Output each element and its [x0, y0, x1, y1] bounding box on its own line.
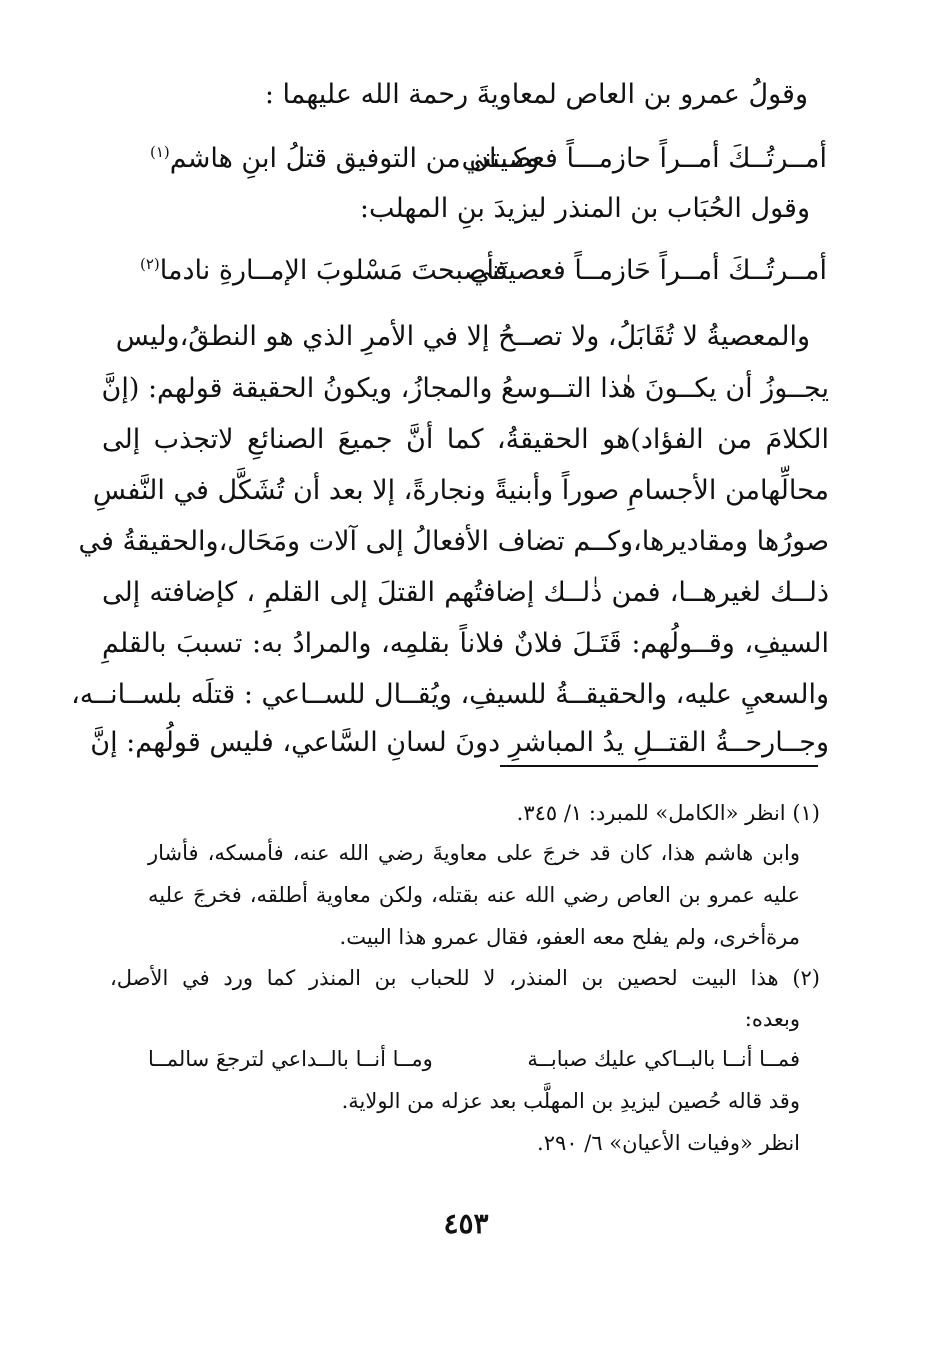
verse-1-first-hemistich: أمــرتُــكَ أمــراً حازمـــاً فعصيتني — [461, 143, 827, 174]
verse-2-first-hemistich: أمــرتُــكَ أمــراً حَازمــاً فعصيتَني — [469, 255, 827, 286]
footnote-ref-1: (١) — [150, 143, 170, 161]
intro-line-1: وقولُ عمرو بن العاص لمعاويةَ رحمة الله عليهما : — [264, 79, 808, 110]
footnote-1-line-3: مرةأخرى، ولم يفلح معه العفو، فقال عمرو هذا البيت. — [339, 925, 800, 949]
verse-1 — [150, 138, 827, 180]
verse-2-second-text: فأصبحتَ مَسْلوبَ الإمــارةِ نادما — [159, 255, 508, 286]
paragraph-line-2: يجــوزُ أن يكــونَ هٰذا التــوسعُ والمجازُ، ويكونُ الحقيقة قولهم: (إنَّ — [101, 373, 829, 404]
verse-2 — [140, 250, 827, 292]
verse-1-second-hemistich — [150, 138, 539, 180]
footnote-2-line-1: (٢) هذا البيت لحصين بن المنذر، لا للحباب بن المنذر كما ورد في الأصل، — [110, 966, 820, 990]
footnote-2-line-3: وقد قاله حُصين ليزيدِ بن المهلَّب بعد عزله من الولاية. — [341, 1089, 800, 1113]
verse-1-second-text: وكــان من التوفيق قتلُ ابنِ هاشم — [169, 143, 540, 174]
paragraph-line-5: صورُها ومقاديرها،وكــم تضاف الأفعالُ إلى آلات ومَحَال،والحقيقةُ في — [78, 526, 829, 557]
footnote-2-line-2: وبعده: — [744, 1007, 800, 1031]
footnote-separator — [500, 765, 818, 767]
footnote-verse-second-hemistich: ومــا أنــا بالــداعي لترجعَ سالمــا — [148, 1047, 433, 1071]
footnote-1-line-1: وابن هاشم هذا، كان قد خرجَ على معاويةَ رضي الله عنه، فأمسكه، فأشار — [148, 841, 800, 865]
paragraph-line-9: وجــارحــةُ القتــلِ يدُ المباشرِ دونَ لسانِ السَّاعي، فليس قولُهم: إنَّ — [90, 727, 829, 758]
footnote-ref-2: (٢) — [140, 255, 160, 273]
paragraph-line-6: ذلــك لغيرهــا، فمن ذٰلــك إضافتُهم القتلَ إلى القلمِ ، كإضافته إلى — [102, 577, 829, 608]
footnote-2-line-4: انظر «وفيات الأعيان» ٦/ ٢٩٠. — [537, 1131, 800, 1155]
paragraph-line-3: الكلامَ من الفؤاد)هو الحقيقةُ، كما أنَّ جميعَ الصنائعِ لاتجذب إلى — [102, 424, 829, 455]
footnote-1-title: (١) انظر «الكامل» للمبرد: ١/ ٣٤٥. — [516, 801, 820, 825]
paragraph-line-1: والمعصيةُ لا تُقَابَلُ، ولا تصــحُ إلا في الأمرِ الذي هو النطقُ،وليس — [115, 321, 810, 352]
paragraph-line-8: والسعيِ عليه، والحقيقــةُ للسيفِ، ويُقــال للســاعي : قتلَه بلســانــه، — [71, 679, 829, 710]
paragraph-line-4: محالِّهامن الأجسامِ صوراً وأبنيةً ونجارةً، إلا بعد أن تُشَكَّل في النَّفسِ — [92, 475, 829, 506]
footnote-1-line-2: عليه عمرو بن العاص رضي الله عنه بقتله، ولكن معاوية أطلقه، فخرجَ عليه — [148, 883, 800, 907]
verse-2-second-hemistich — [140, 250, 508, 292]
page-number: ٤٥٣ — [443, 1207, 489, 1240]
footnote-2-verse — [148, 1042, 800, 1076]
intro-line-2: وقول الحُبَاب بن المنذر ليزيدَ بنِ المهلب: — [359, 193, 810, 224]
paragraph-line-7: السيفِ، وقــولُهم: قَتَـلَ فلانٌ فلاناً بقلمِه، والمرادُ به: تسببَ بالقلمِ — [102, 628, 829, 659]
footnote-verse-first-hemistich: فمــا أنــا بالبــاكي عليك صبابــة — [527, 1047, 800, 1071]
